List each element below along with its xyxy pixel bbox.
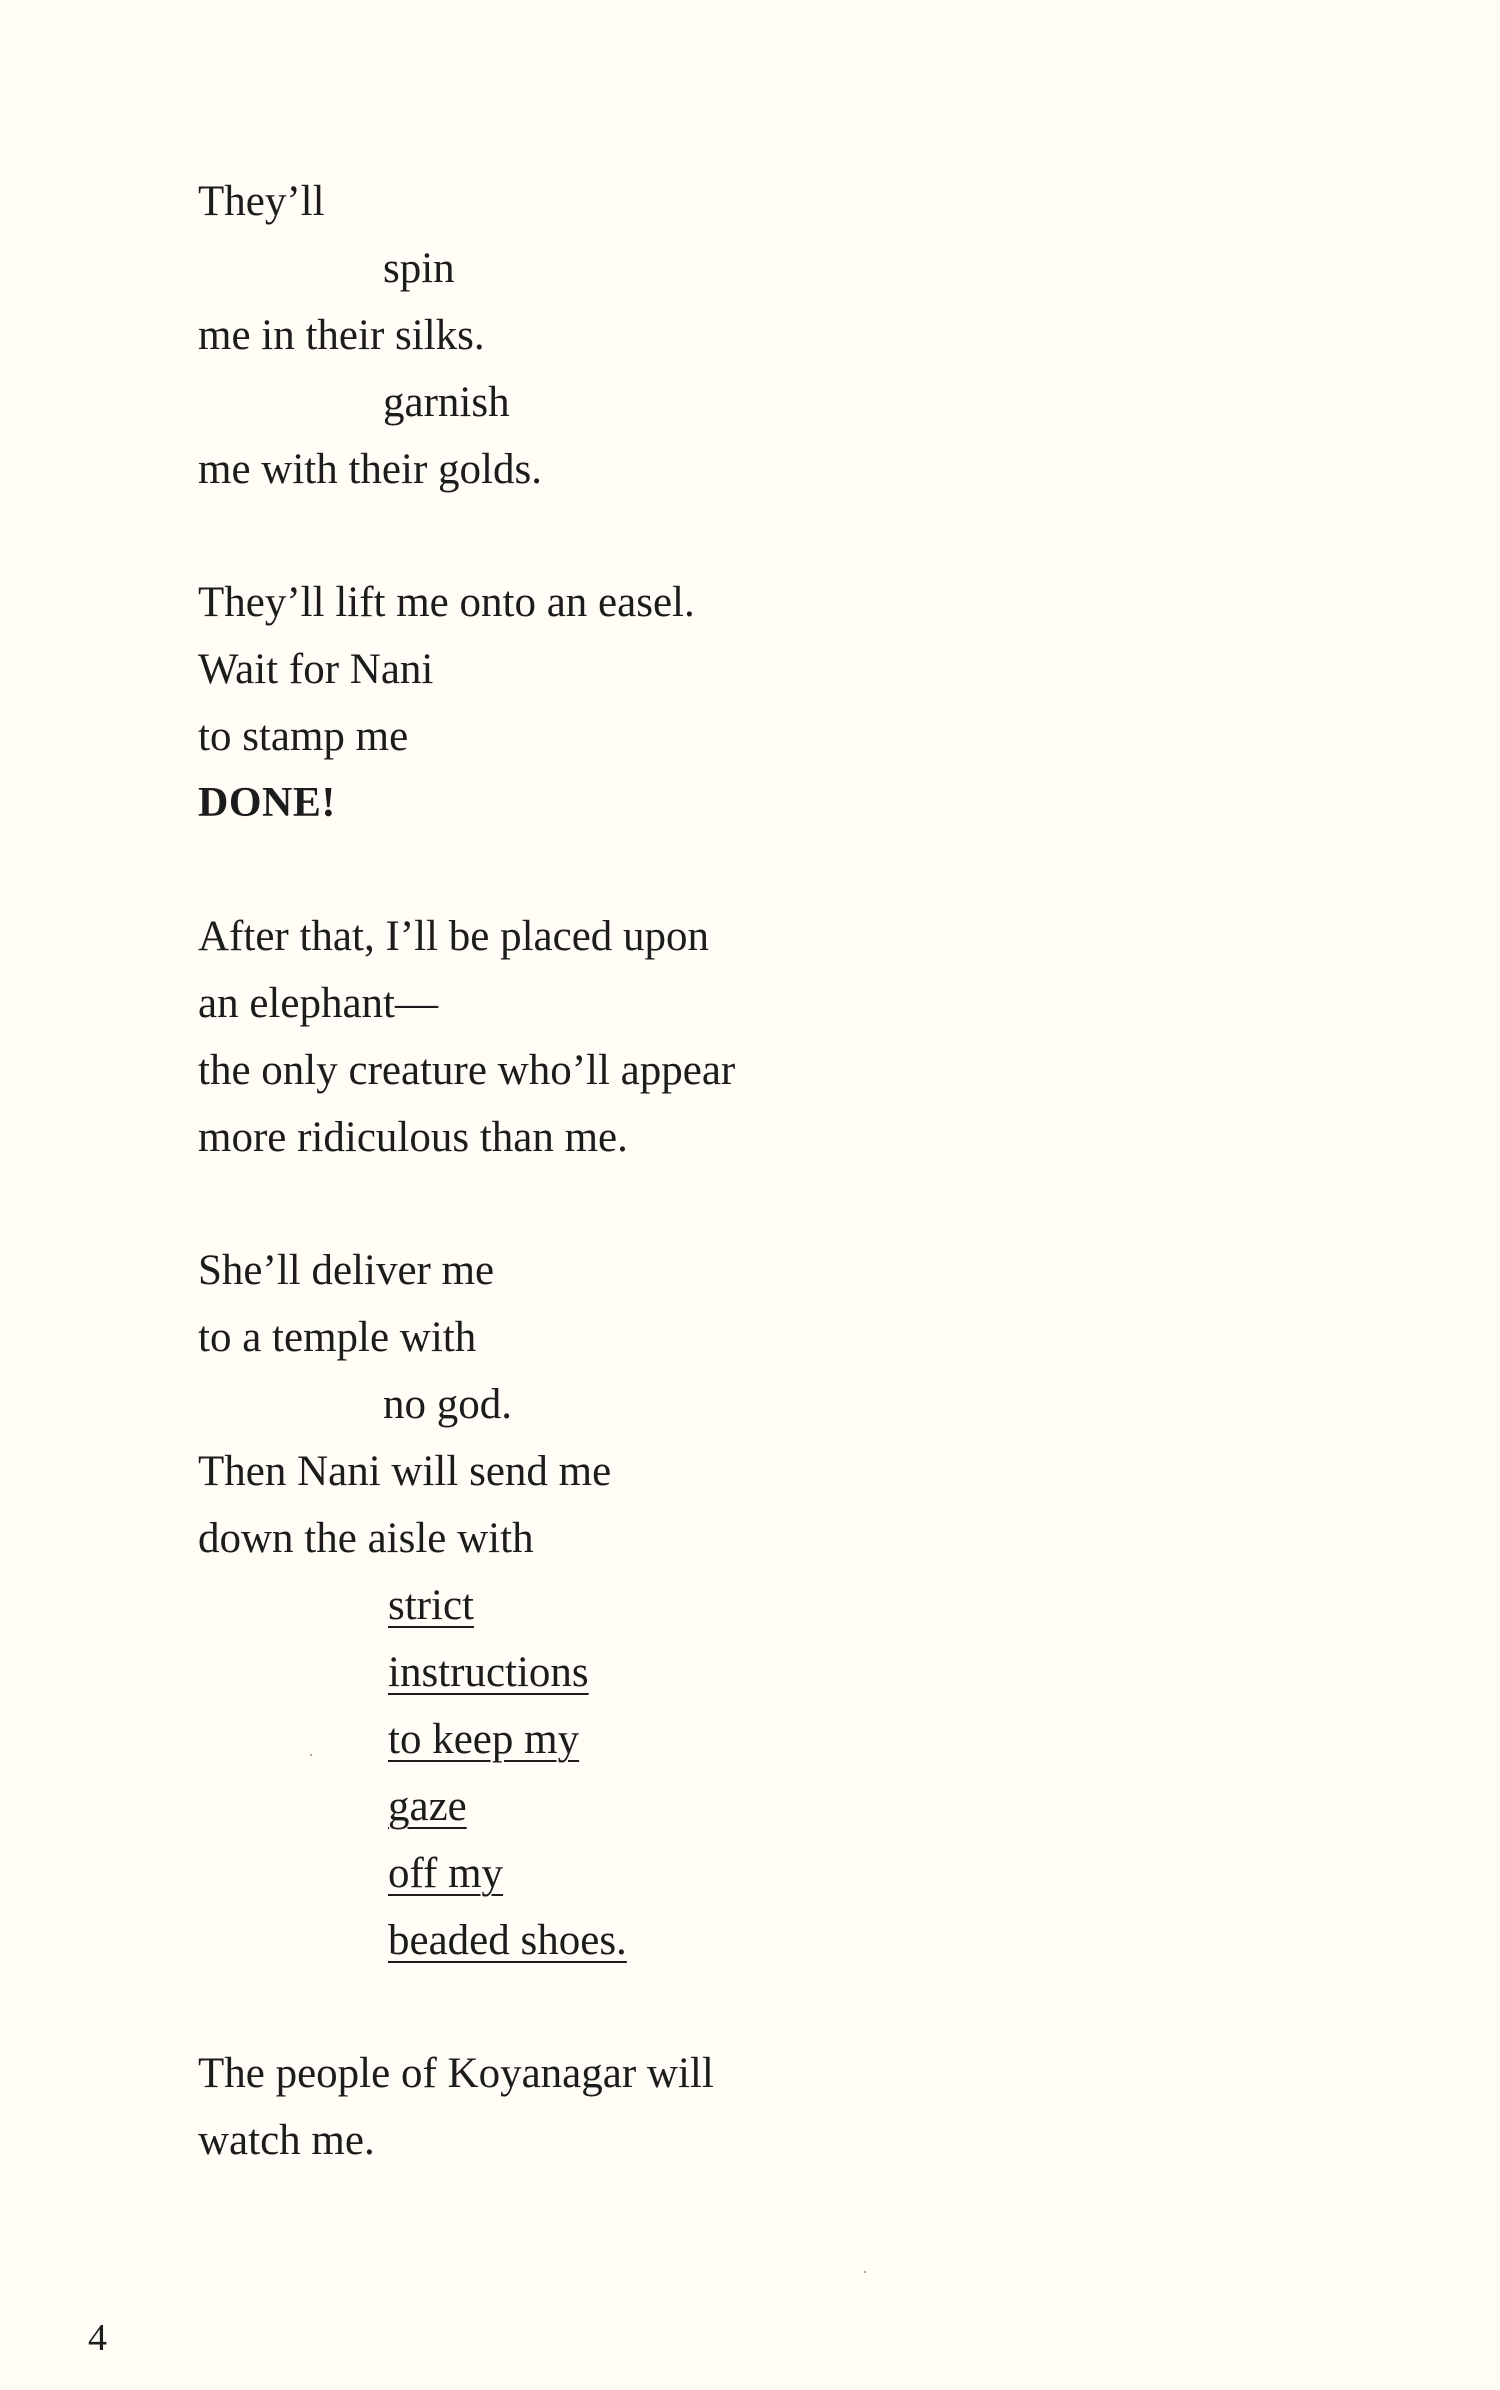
poem-line: to a temple with [198,1314,477,1361]
underlined-line-wrapper [198,1572,1298,1639]
stanza-break [198,1171,1298,1237]
stanza-3 [198,903,1298,1171]
underlined-line-wrapper [198,1907,1298,1974]
stanza-4 [198,1237,1298,1974]
poem-line: the only creature who’ll appear [198,1047,736,1094]
poem-line: They’ll lift me onto an easel. [198,579,695,626]
stanza-break [198,837,1298,903]
poem-line: no god. [383,1381,512,1428]
poem-line: After that, I’ll be placed upon [198,913,710,960]
scan-speck-mark: · [308,1745,314,1765]
poem-line: me in their silks. [198,312,485,359]
poem-line: an elephant— [198,980,438,1027]
poem-line: garnish [383,379,510,426]
underlined-line: beaded shoes. [388,1917,627,1964]
poem-line-emphasis: DONE! [198,780,336,826]
stanza-1 [198,168,1298,503]
underlined-line: gaze [388,1783,467,1830]
poem-line: The people of Koyanagar will [198,2050,714,2097]
stanza-5 [198,2040,1298,2174]
underlined-line: strict [388,1582,474,1629]
poem-line: down the aisle with [198,1515,534,1562]
underlined-line: instructions [388,1649,589,1696]
poem-body [198,168,1298,2174]
underlined-line-wrapper [198,1706,1298,1773]
scan-speck-mark: · [862,2262,868,2282]
underlined-line-wrapper [198,1840,1298,1907]
poem-line: They’ll [198,178,325,225]
underlined-line: off my [388,1850,504,1897]
poem-line: spin [383,245,455,292]
stanza-break [198,1974,1298,2040]
poem-line: watch me. [198,2117,375,2164]
stanza-2 [198,569,1298,837]
poem-line: more ridiculous than me. [198,1114,628,1161]
poem-line: Then Nani will send me [198,1448,612,1495]
underlined-line-wrapper [198,1773,1298,1840]
underlined-line-wrapper [198,1639,1298,1706]
poem-line: She’ll deliver me [198,1247,495,1294]
poem-line: to stamp me [198,713,409,760]
underlined-line: to keep my [388,1716,580,1763]
poem-line: me with their golds. [198,446,542,493]
poem-line: Wait for Nani [198,646,434,693]
page-number: 4 [88,2317,107,2359]
stanza-break [198,503,1298,569]
